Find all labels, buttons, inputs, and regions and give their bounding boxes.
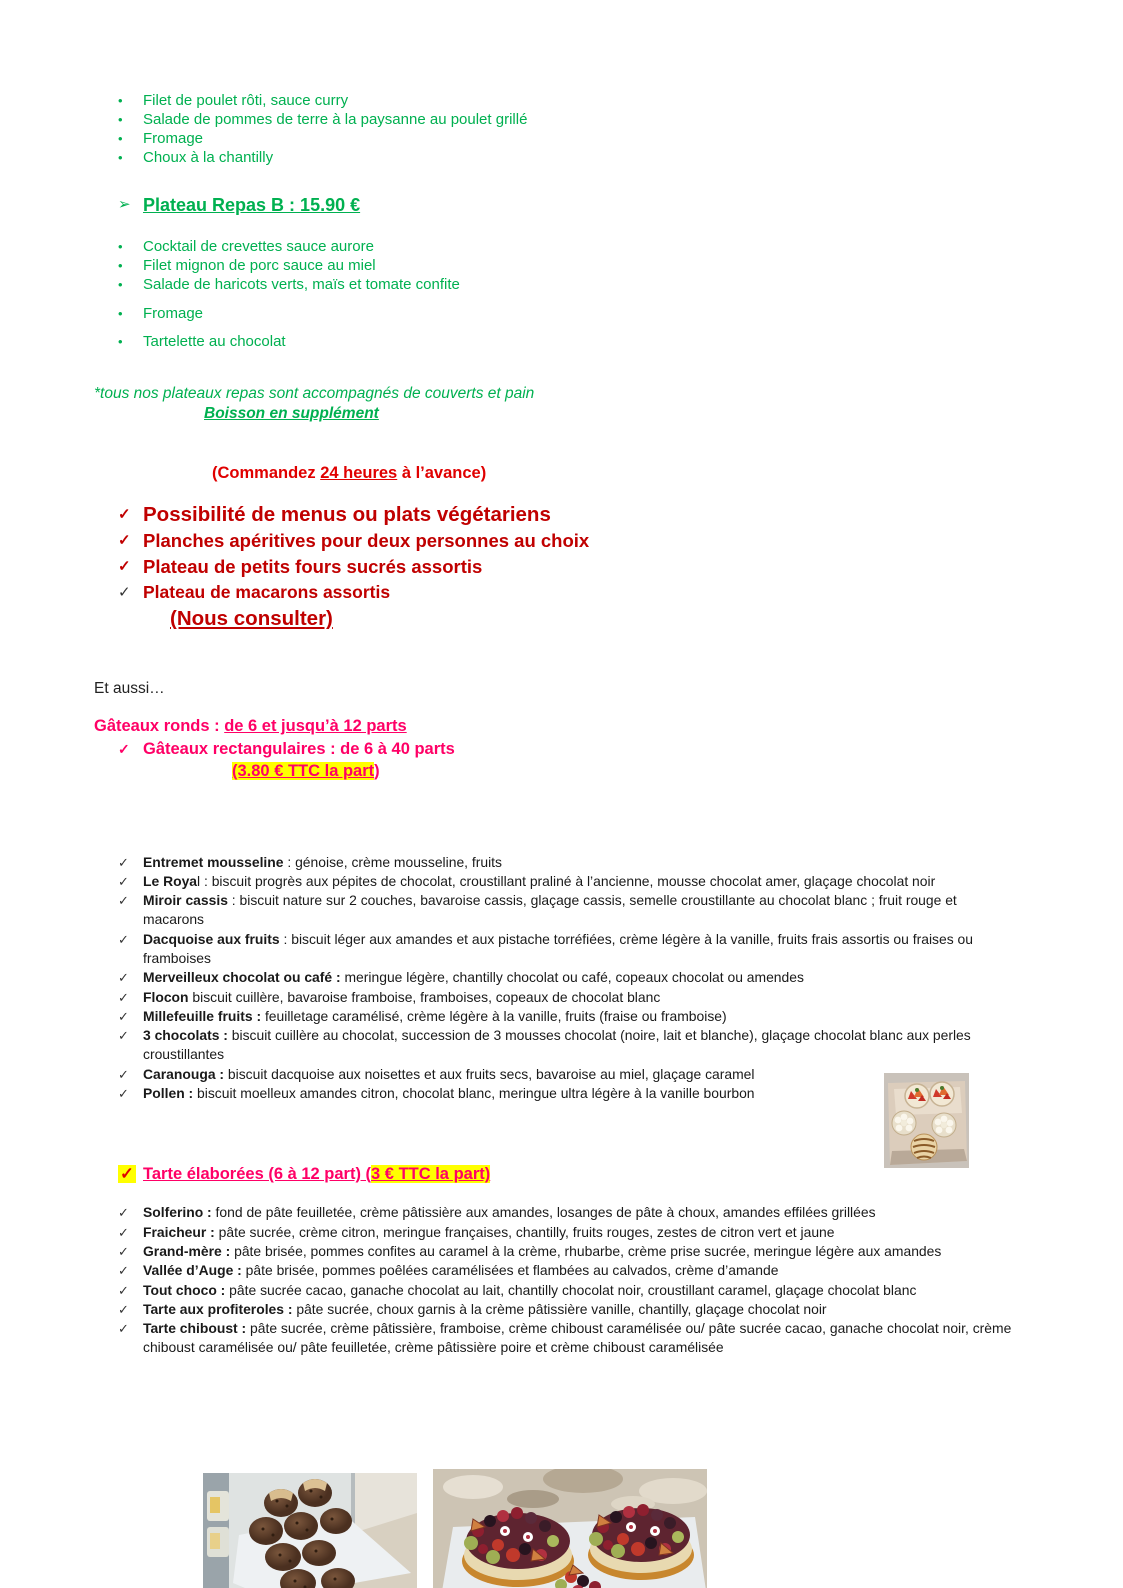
rect-cakes-heading [94, 738, 1017, 761]
tartes-heading-price: 3 € TTC la part) [371, 1165, 491, 1184]
note-drinks-extra: Boisson en supplément [204, 405, 379, 422]
tarte-desc: pâte sucrée, crème citron, meringue françaises, chantilly, fruits rouges, zestes de citron vert et jaune [214, 1223, 835, 1240]
order-notice-suffix: à l’avance) [397, 464, 487, 482]
dessert-item [94, 930, 1017, 969]
checkmark-icon: ✓ [118, 1263, 129, 1279]
dessert-name: Pollen : [143, 1085, 194, 1102]
option-text: Plateau de petits fours sucrés assortis [143, 556, 483, 577]
tarte-item [94, 1242, 1017, 1261]
dessert-name: Millefeuille fruits : [143, 1007, 262, 1024]
tarte-desc: pâte brisée, pommes confites au caramel à la crème, rhubarbe, crème prise sucrée, meringue légère aux amandes [230, 1242, 942, 1259]
list-item-text: Fromage [143, 130, 204, 147]
plateau-b-heading [94, 194, 1017, 216]
tarte-name: Tarte chiboust : [143, 1320, 247, 1337]
checkmark-icon: ✓ [118, 854, 129, 870]
dessert-item [94, 1007, 1017, 1026]
photo-chocolate-cakes [203, 1473, 417, 1588]
tarte-name: Fraicheur : [143, 1223, 215, 1240]
tarte-desc: pâte brisée, pommes poêlées caramélisées et flambées au calvados, crème d’amande [241, 1262, 779, 1279]
bullet-icon: • [118, 131, 123, 146]
dessert-name: Entremet mousseline [143, 853, 284, 870]
checkmark-icon: ✓ [118, 1028, 129, 1044]
order-notice-delay: 24 heures [320, 464, 398, 482]
bullet-icon: • [118, 112, 123, 127]
tarte-item [94, 1281, 1017, 1300]
bullet-icon: • [118, 93, 123, 108]
dessert-desc: biscuit dacquoise aux noisettes et aux fruits secs, bavaroise au miel, glaçage caramel [224, 1065, 755, 1082]
tartes-heading [94, 1163, 1017, 1185]
checkmark-icon: ✓ [118, 1243, 129, 1259]
checkmark-icon: ✓ [118, 584, 131, 601]
option-text: Plateau de macarons assortis [143, 582, 391, 602]
checkmark-icon: ✓ [118, 989, 129, 1005]
bullet-icon: • [118, 239, 123, 254]
checkmark-icon: ✓ [118, 558, 131, 575]
round-cakes-label: Gâteaux ronds : [94, 717, 225, 735]
dessert-desc: : biscuit nature sur 2 couches, bavaroise cassis, glaçage cassis, semelle croustillante au chocolat blanc ; fruit rouge et macarons [143, 892, 957, 928]
option-item [94, 554, 1017, 580]
checkmark-icon: ✓ [118, 1205, 129, 1221]
option-item [94, 580, 1017, 605]
dessert-name: Miroir cassis [143, 892, 228, 909]
list-item-text: Tartelette au chocolat [143, 333, 286, 350]
rect-cakes-size: de 6 à 40 parts [340, 739, 455, 758]
checkmark-icon: ✓ [118, 1321, 129, 1337]
list-item [94, 275, 1017, 294]
order-notice-prefix: (Commandez [212, 464, 321, 482]
tartes-list [94, 1203, 1017, 1357]
rect-cakes-label: Gâteaux rectangulaires : [143, 739, 341, 758]
tarte-desc: pâte sucrée cacao, ganache chocolat au lait, chantilly chocolat noir, croustillant caramel, glaçage chocolat blanc [225, 1281, 917, 1298]
dessert-item [94, 891, 1017, 930]
list-item-text: Filet mignon de porc sauce au miel [143, 257, 376, 274]
dessert-name: 3 chocolats : [143, 1027, 228, 1044]
dessert-item [94, 853, 1017, 872]
checkmark-icon: ✓ [118, 893, 129, 909]
dessert-name: Dacquoise aux fruits [143, 930, 280, 947]
dessert-name: Merveilleux chocolat ou café : [143, 969, 341, 986]
consult-us-notice: (Nous consulter) [170, 607, 333, 630]
tarte-desc: pâte sucrée, crème pâtissière, framboise, crème chiboust caramélisée ou/ pâte sucrée cacao, ganache chocolat noir, crème chiboust caramélisée ou/ pâte feuilletée, crème pâtissière poire et crème chiboust caramélisée [143, 1320, 1012, 1356]
price-highlighted: (3.80 € TTC la part [232, 762, 375, 780]
option-text: Possibilité de menus ou plats végétariens [143, 503, 551, 526]
checkmark-icon: ✓ [118, 1224, 129, 1240]
checkmark-icon: ✓ [118, 931, 129, 947]
list-item [94, 148, 1017, 167]
checkmark-icon: ✓ [118, 873, 129, 889]
bullet-icon: • [118, 277, 123, 292]
bullet-icon: • [118, 258, 123, 273]
checkmark-icon: ✓ [118, 1301, 129, 1317]
tarte-name: Grand-mère : [143, 1242, 231, 1259]
round-cakes-size: de 6 et jusqu’à 12 parts [224, 717, 407, 735]
option-item [94, 501, 1017, 528]
bullet-icon: • [118, 334, 123, 349]
list-item-text: Choux à la chantilly [143, 149, 274, 166]
checkmark-icon: ✓ [118, 1008, 129, 1024]
arrow-bullet-icon: ➢ [118, 196, 131, 213]
dessert-name: Le Roya [143, 872, 198, 889]
dessert-name: Caranouga : [143, 1065, 225, 1082]
checkmark-icon: ✓ [118, 740, 130, 757]
list-item-text: Fromage [143, 305, 204, 322]
tarte-item [94, 1300, 1017, 1319]
order-ahead-notice [212, 463, 1017, 484]
and-also-text: Et aussi… [94, 680, 165, 697]
dessert-desc: biscuit moelleux amandes citron, chocolat blanc, meringue ultra légère à la vanille bourbon [193, 1085, 755, 1102]
checkmark-icon: ✓ [118, 532, 131, 549]
checkmark-icon: ✓ [118, 970, 129, 986]
tarte-desc: fond de pâte feuilletée, crème pâtissière aux amandes, losanges de pâte à choux, amandes effilées grillées [211, 1204, 876, 1221]
dessert-item [94, 1026, 1017, 1065]
dessert-desc: l : biscuit progrès aux pépites de chocolat, croustillant praliné à l’ancienne, mousse chocolat amer, glaçage chocolat noir [197, 872, 936, 889]
list-item [94, 110, 1017, 129]
bullet-icon: • [118, 306, 123, 321]
tarte-item [94, 1261, 1017, 1280]
photo-tartlets-box [884, 1073, 969, 1168]
list-item [94, 332, 1017, 351]
note-trays-accompanied: *tous nos plateaux repas sont accompagnés de couverts et pain [94, 385, 535, 402]
tarte-name: Vallée d’Auge : [143, 1262, 242, 1279]
list-item-text: Cocktail de crevettes sauce aurore [143, 238, 374, 255]
option-item [94, 528, 1017, 554]
dessert-desc: : biscuit léger aux amandes et aux pistache torréfiées, crème légère à la vanille, fruits frais assortis ou fraises ou framboises [143, 930, 973, 966]
plateau-b-title: Plateau Repas B : 15.90 € [143, 195, 361, 215]
entremets-list [94, 853, 1017, 1104]
price-per-slice [232, 760, 1017, 783]
dessert-desc: feuilletage caramélisé, crème légère à la vanille, fruits (fraise ou framboise) [261, 1007, 727, 1024]
dessert-desc: meringue légère, chantilly chocolat ou café, copeaux chocolat ou amendes [340, 969, 804, 986]
price-paren: ) [374, 762, 380, 780]
photo-fruit-tarts [433, 1469, 707, 1588]
list-item [94, 237, 1017, 256]
tartes-heading-label: Tarte élaborées (6 à 12 part) ( [143, 1165, 372, 1184]
dessert-name: Flocon [143, 988, 189, 1005]
options-checklist [94, 501, 1017, 632]
tarte-name: Tarte aux profiteroles : [143, 1300, 293, 1317]
dessert-item [94, 1084, 1017, 1103]
dessert-desc: biscuit cuillère au chocolat, succession de 3 mousses chocolat (noire, lait et blanche), glaçage chocolat blanc aux perles croustillantes [143, 1027, 971, 1063]
tarte-desc: pâte sucrée, choux garnis à la crème pâtissière vanille, chantilly, glaçage chocolat noir [292, 1300, 827, 1317]
dessert-desc: biscuit cuillère, bavaroise framboise, framboises, copeaux de chocolat blanc [188, 988, 661, 1005]
dessert-item [94, 872, 1017, 891]
checkmark-icon: ✓ [118, 1282, 129, 1298]
round-cakes-heading [94, 715, 1017, 738]
dessert-desc: : génoise, crème mousseline, fruits [283, 853, 502, 870]
bullet-icon: • [118, 150, 123, 165]
list-item [94, 129, 1017, 148]
dessert-item [94, 1065, 1017, 1084]
tarte-item [94, 1203, 1017, 1222]
list-item-text: Salade de haricots verts, maïs et tomate confite [143, 276, 460, 293]
checkmark-icon: ✓ [118, 506, 131, 523]
option-text: Planches apéritives pour deux personnes au choix [143, 530, 590, 551]
tarte-item [94, 1319, 1017, 1358]
list-item [94, 256, 1017, 275]
tarte-name: Tout choco : [143, 1281, 226, 1298]
list-item [94, 304, 1017, 323]
tarte-item [94, 1223, 1017, 1242]
tarte-name: Solferino : [143, 1204, 212, 1221]
dessert-item [94, 988, 1017, 1007]
checkmark-icon: ✓ [118, 1066, 129, 1082]
checkmark-icon: ✓ [118, 1086, 129, 1102]
dessert-item [94, 968, 1017, 987]
list-item [94, 91, 1017, 110]
list-item-text: Salade de pommes de terre à la paysanne au poulet grillé [143, 111, 528, 128]
checkmark-icon: ✓ [120, 1165, 134, 1184]
list-item-text: Filet de poulet rôti, sauce curry [143, 92, 349, 109]
